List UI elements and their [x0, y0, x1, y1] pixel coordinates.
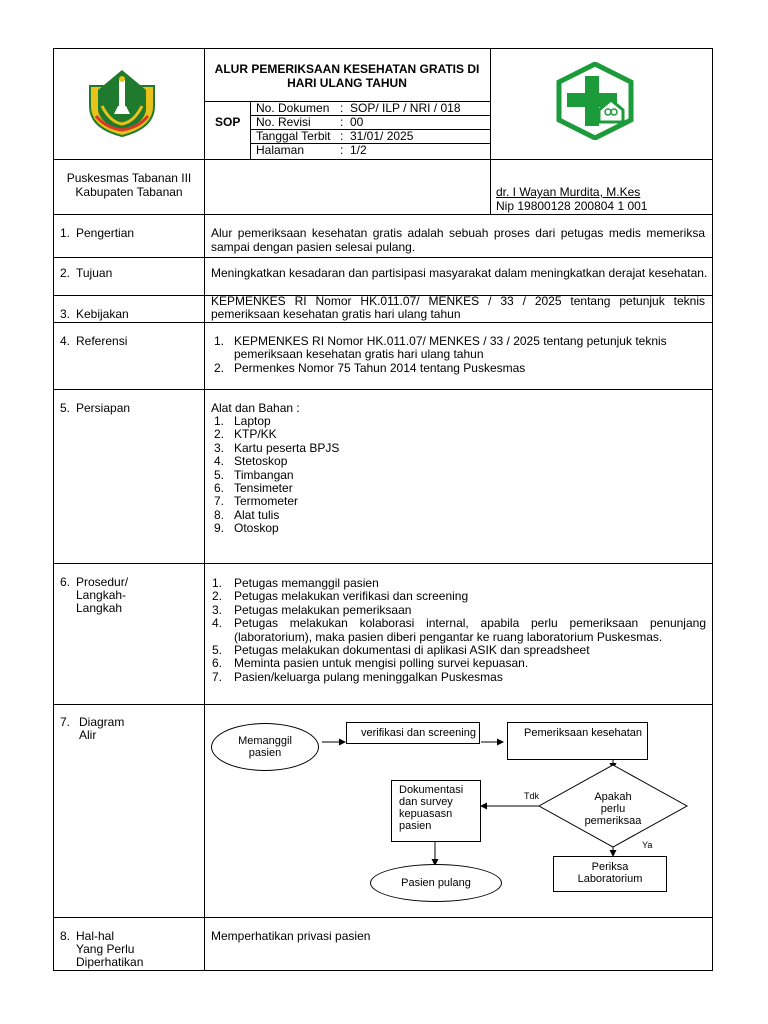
list-item: 7. Pasien/keluarga pulang meninggalkan Puskesmas [212, 669, 503, 684]
persiapan-list [214, 415, 514, 536]
org-name: Puskesmas Tabanan III [66, 171, 192, 185]
list-item: 4. Stetoskop [214, 454, 288, 469]
decision-text: Apakah perlu pemeriksaa [584, 791, 642, 827]
section-number: 8. [60, 929, 71, 943]
section-number: 5. [60, 401, 71, 415]
list-item: 2. Permenkes Nomor 75 Tahun 2014 tentang Puskesmas [214, 360, 526, 375]
persiapan-intro: Alat dan Bahan : [211, 401, 300, 415]
list-item: 6. Tensimeter [214, 481, 293, 496]
list-item: 1. Petugas memanggil pasien [212, 576, 379, 590]
edge-label-ya: Ya [642, 840, 653, 850]
pengertian-text: Alur pemeriksaan kesehatan gratis adalah sebuah proses dari petugas medis memeriksa sampai dengan pasien selesai pulang. [211, 226, 705, 254]
doc-row-label: Tanggal Terbit [256, 129, 331, 143]
section-label: Langkah [76, 601, 123, 615]
doc-row-sep: : [340, 115, 344, 129]
section-number: 7. [60, 715, 71, 729]
org-regency: Kabupaten Tabanan [75, 185, 183, 199]
list-item: 4. Petugas melakukan kolaborasi internal, apabila perlu pemeriksaan penunjang (laboratorium), maka pasien diberi pengantar ke ruang laboratorium Puskesmas. [212, 616, 706, 644]
list-item: 5. Petugas melakukan dokumentasi di aplikasi ASIK dan spreadsheet [212, 643, 590, 658]
node-memanggil-pasien: Memanggil pasien [211, 723, 319, 771]
doc-row-value: 00 [350, 115, 364, 129]
section-number: 6. [60, 575, 71, 589]
regency-emblem-icon [86, 66, 158, 138]
prosedur-list [212, 577, 706, 684]
list-item: 9. Otoskop [214, 521, 279, 536]
hal-text: Memperhatikan privasi pasien [211, 929, 371, 943]
doc-row-sep: : [340, 129, 344, 143]
node-pasien-pulang: Pasien pulang [370, 864, 502, 902]
list-item: 3. Petugas melakukan pemeriksaan [212, 602, 412, 617]
section-label: Persiapan [76, 401, 131, 415]
section-label: Langkah- [76, 588, 127, 602]
puskesmas-logo-icon [555, 62, 635, 140]
signer-name: dr. I Wayan Murdita, M.Kes [496, 185, 641, 199]
section-label: Alir [79, 728, 97, 742]
section-label: Yang Perlu [76, 942, 135, 956]
doc-row-label: No. Dokumen [256, 101, 330, 115]
section-number: 4. [60, 334, 71, 348]
kebijakan-text: KEPMENKES RI Nomor HK.011.07/ MENKES / 33 / 2025 tentang petunjuk teknis pemeriksaan kesehatan gratis hari ulang tahun [211, 294, 705, 321]
section-number: 3. [60, 307, 71, 321]
list-item: 3. Kartu peserta BPJS [214, 440, 340, 455]
doc-row-sep: : [340, 101, 344, 115]
section-number: 2. [60, 266, 71, 280]
section-label: Kebijakan [76, 307, 129, 321]
list-item: 5. Timbangan [214, 467, 294, 482]
document-title: ALUR PEMERIKSAAN KESEHATAN GRATIS DI HARI ULANG TAHUN [214, 62, 480, 90]
section-label: Pengertian [76, 226, 135, 240]
edge-label-tdk: Tdk [524, 791, 540, 801]
list-item: 2. KTP/KK [214, 427, 277, 442]
section-label: Diagram [79, 715, 125, 729]
section-number: 1. [60, 226, 71, 240]
doc-row-value: 1/2 [350, 143, 367, 157]
section-label: Diperhatikan [76, 955, 144, 969]
list-item: 1. Laptop [214, 414, 271, 428]
doc-row-value: SOP/ ILP / NRI / 018 [350, 101, 461, 115]
list-item: 6. Meminta pasien untuk mengisi polling survei kepuasan. [212, 656, 529, 671]
section-label: Tujuan [76, 266, 113, 280]
tujuan-text: Meningkatkan kesadaran dan partisipasi masyarakat dalam meningkatkan derajat kesehatan. [211, 266, 708, 280]
doc-row-label: No. Revisi [256, 115, 311, 129]
doc-row-sep: : [340, 143, 344, 157]
section-label: Prosedur/ [76, 575, 129, 589]
list-item: 1. KEPMENKES RI Nomor HK.011.07/ MENKES / 33 / 2025 tentang petunjuk teknis pemeriksaan kesehatan gratis hari ulang tahun [214, 334, 667, 362]
list-item: 7. Termometer [214, 494, 299, 509]
doc-row-value: 31/01/ 2025 [350, 129, 414, 143]
section-label: Hal-hal [76, 929, 115, 943]
doc-row-label: Halaman [256, 143, 305, 157]
node-pemeriksaan: Pemeriksaan kesehatan [507, 722, 648, 760]
list-item: 2. Petugas melakukan verifikasi dan screening [212, 589, 469, 604]
list-item: 8. Alat tulis [214, 507, 280, 522]
referensi-list [214, 335, 674, 375]
sop-label: SOP [215, 115, 241, 129]
section-label: Referensi [76, 334, 128, 348]
node-dokumentasi: Dokumentasi dan survey kepuasasn pasien [391, 780, 481, 842]
node-laboratorium: Periksa Laboratorium [553, 856, 667, 892]
signer-nip: Nip 19800128 200804 1 001 [496, 199, 648, 213]
node-verifikasi: verifikasi dan screening [346, 722, 480, 744]
